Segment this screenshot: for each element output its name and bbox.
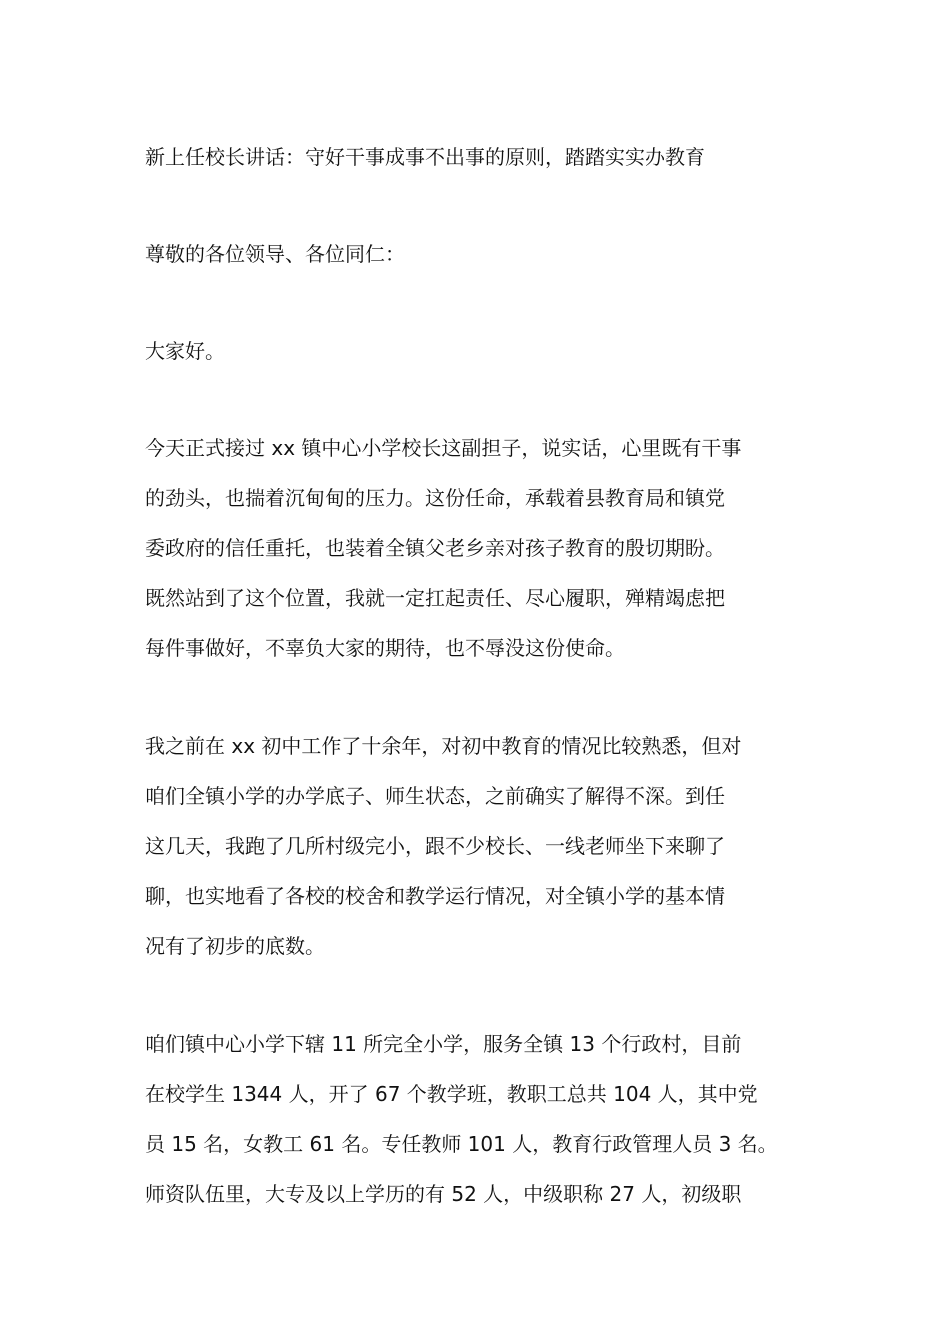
paragraph-2 — [145, 721, 809, 971]
paragraph-line: 师资队伍里，大专及以上学历的有 52 人，中级职称 27 人，初级职 — [145, 1182, 742, 1206]
paragraph-line: 既然站到了这个位置，我就一定扛起责任、尽心履职，殚精竭虑把 — [145, 586, 725, 610]
paragraph-3 — [145, 1019, 809, 1219]
paragraph-line: 今天正式接过 xx 镇中心小学校长这副担子，说实话，心里既有干事 — [145, 436, 742, 460]
paragraph-1 — [145, 423, 809, 673]
paragraph-line: 的劲头，也揣着沉甸甸的压力。这份任命，承载着县教育局和镇党 — [145, 486, 725, 510]
paragraph-line: 聊，也实地看了各校的校舍和教学运行情况，对全镇小学的基本情 — [145, 884, 725, 908]
salutation: 尊敬的各位领导、各位同仁： — [145, 242, 405, 266]
paragraph-line: 员 15 名，女教工 61 名。专任教师 101 人，教育行政管理人员 3 名。 — [145, 1132, 778, 1156]
document-body — [145, 132, 809, 1219]
document-title: 新上任校长讲话：守好干事成事不出事的原则，踏踏实实办教育 — [145, 145, 705, 169]
paragraph-line: 咱们全镇小学的办学底子、师生状态，之前确实了解得不深。到任 — [145, 784, 725, 808]
paragraph-line: 这几天，我跑了几所村级完小，跟不少校长、一线老师坐下来聊了 — [145, 834, 725, 858]
paragraph-line: 在校学生 1344 人，开了 67 个教学班，教职工总共 104 人，其中党 — [145, 1082, 758, 1106]
paragraph-line: 委政府的信任重托，也装着全镇父老乡亲对孩子教育的殷切期盼。 — [145, 536, 725, 560]
greeting: 大家好。 — [145, 339, 225, 363]
paragraph-line: 况有了初步的底数。 — [145, 934, 325, 958]
paragraph-line: 每件事做好，不辜负大家的期待，也不辱没这份使命。 — [145, 636, 625, 660]
paragraph-line: 咱们镇中心小学下辖 11 所完全小学，服务全镇 13 个行政村，目前 — [145, 1032, 742, 1056]
paragraph-line: 我之前在 xx 初中工作了十余年，对初中教育的情况比较熟悉，但对 — [145, 734, 742, 758]
